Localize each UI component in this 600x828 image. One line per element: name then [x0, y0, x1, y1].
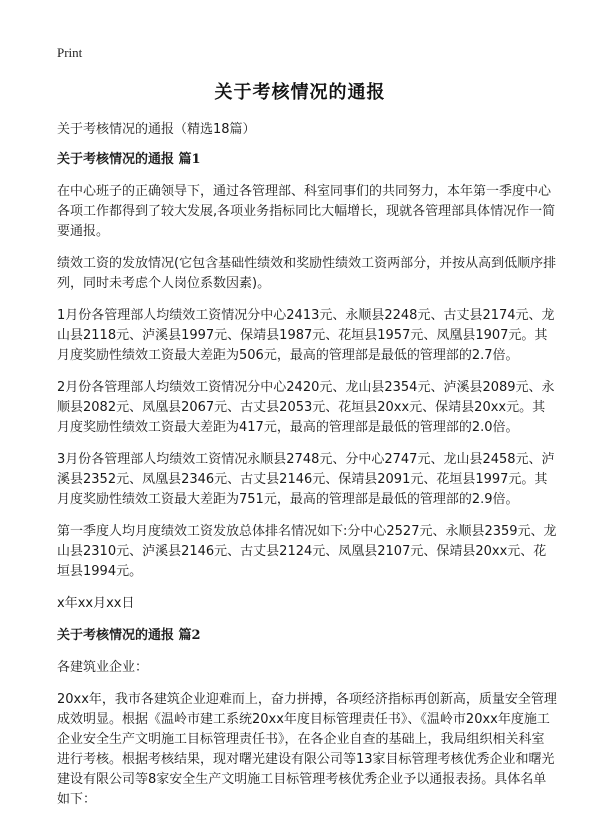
paragraph: 20xx年，我市各建筑企业迎难而上，奋力拼搏，各项经济指标再创新高，质量安全管理成效明显。根据《温岭市建工系统20xx年度目标管理责任书》、《温岭市20xx年度施工企业安全生产文明施工目标管理责任书》，在各企业自查的基础上，我局组织相关科室进行考核。根据考核结果，现对曙光建设有限公司等13家目标管理考核优秀企业和曙光建设有限公司等8家安全生产文明施工目标管理考核优秀企业予以通报表扬。具体名单如下：	[57, 692, 557, 807]
paragraph: 3月份各管理部人均绩效工资情况永顺县2748元、分中心2747元、龙山县2458元、泸溪县2352元、凤凰县2346元、古丈县2146元、保靖县2091元、花垣县1997元。其月度奖励性绩效工资最大差距为751元，最高的管理部是最低的管理部的2.9倍。	[57, 452, 555, 507]
paragraph: 1月份各管理部人均绩效工资情况分中心2413元、永顺县2248元、古丈县2174元、龙山县2118元、泸溪县1997元、保靖县1987元、花垣县1957元、凤凰县1907元。其月度奖励性绩效工资最大差距为506元，最高的管理部是最低的管理部的2.7倍。	[57, 308, 555, 363]
document-body	[57, 120, 557, 822]
paragraph: 第一季度人均月度绩效工资发放总体排名情况如下:分中心2527元、永顺县2359元、龙山县2310元、泸溪县2146元、古丈县2124元、凤凰县2107元、保靖县20xx元、花垣县1994元。	[57, 524, 557, 579]
document-subtitle: 关于考核情况的通报（精选18篇）	[57, 122, 256, 137]
document-date: x年xx月xx日	[57, 596, 135, 611]
paragraph: 在中心班子的正确领导下，通过各管理部、科室同事们的共同努力，本年第一季度中心各项工作都得到了较大发展,各项业务指标同比大幅增长，现就各管理部具体情况作一简要通报。	[57, 184, 556, 239]
paragraph: 各建筑业企业：	[57, 660, 149, 675]
paragraph: 2月份各管理部人均绩效工资情况分中心2420元、龙山县2354元、泸溪县2089元、永顺县2082元、凤凰县2067元、古丈县2053元、花垣县20xx元、保靖县20xx元。其月度奖励性绩效工资最大差距为417元，最高的管理部是最低的管理部的2.0倍。	[57, 380, 555, 435]
section-heading-1: 关于考核情况的通报 篇1	[57, 152, 201, 167]
page-title: 关于考核情况的通报	[214, 82, 386, 103]
section-heading-2: 关于考核情况的通报 篇2	[57, 628, 201, 643]
print-link[interactable]: Print	[57, 45, 83, 60]
paragraph: 绩效工资的发放情况(它包含基础性绩效和奖励性绩效工资两部分，并按从高到低顺序排列，同时未考虑个人岗位系数因素)。	[57, 256, 557, 291]
